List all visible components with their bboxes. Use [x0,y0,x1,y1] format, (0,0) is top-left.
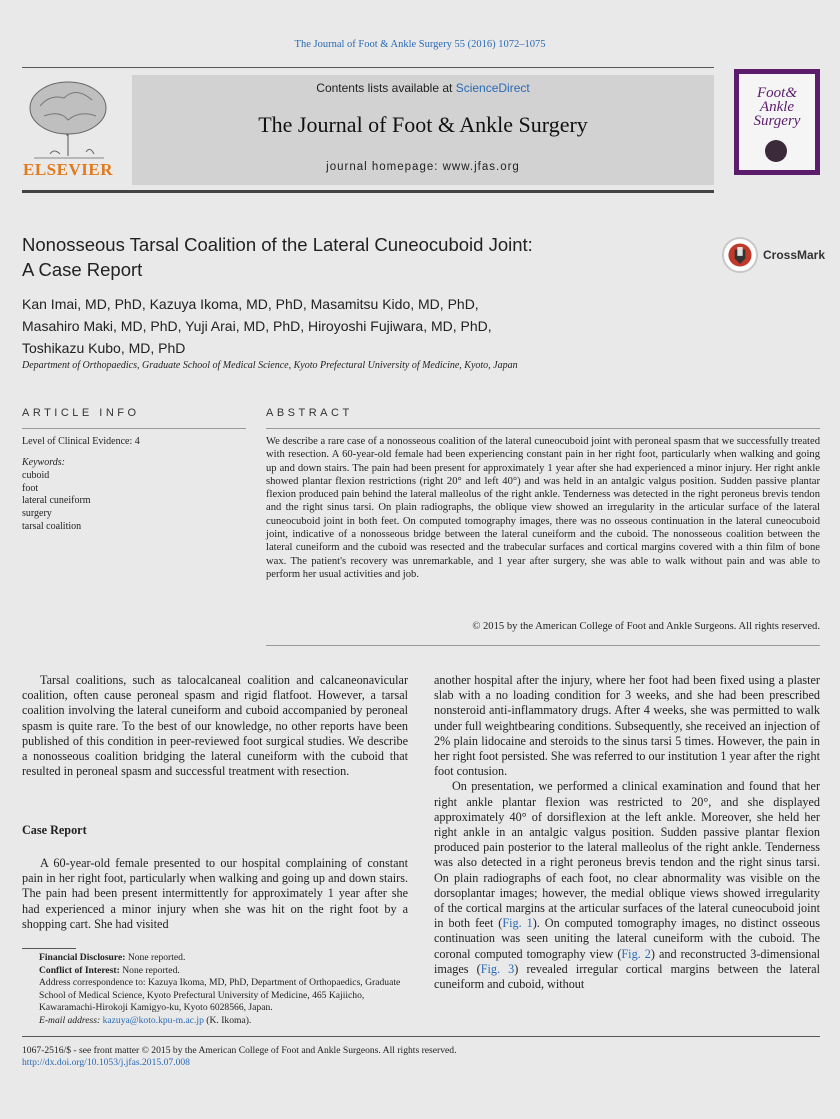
presentation-paragraph [434,779,820,992]
author-list [22,293,712,359]
cover-title: Foot& Ankle Surgery [753,85,801,129]
keyword-item: tarsal coalition [22,520,82,532]
financial-disclosure [22,952,408,965]
header-rule [22,67,714,68]
conflict-label: Conflict of Interest: [39,964,120,976]
disclosure-label: Financial Disclosure: [39,952,126,963]
footnote-rule [22,948,76,949]
affiliation: Department of Orthopaedics, Graduate School of Medical Science, Kyoto Prefectural University of Medicine, Kyoto, Japan [22,360,518,371]
journal-citation[interactable]: The Journal of Foot & Ankle Surgery 55 (2016) 1072–1075 [294,39,546,50]
evidence-level: Level of Clinical Evidence: 4 [22,436,140,447]
keyword-item: lateral cuneiform [22,495,91,507]
presentation-text: ). On computed tomography images, no distinct osseous continuation was seen uniting the lateral cuneiform with the cuboid. The coronal computed tomography view ( [434,916,820,961]
fig2-link[interactable]: Fig. 2 [621,946,651,961]
presentation-text: ) revealed irregular cortical margins between the lateral cuneiform and cuboid, without [434,961,820,992]
email-suffix: (K. Ikoma). [203,1014,252,1026]
right-column [434,673,820,992]
title-line: Nonosseous Tarsal Coalition of the Lateral Cuneocuboid Joint: [22,234,533,255]
abstract-bottom-rule [266,645,820,646]
author-line: Toshikazu Kubo, MD, PhD [22,340,186,356]
correspondence-address: Address correspondence to: Kazuya Ikoma, MD, PhD, Department of Orthopaedics, Graduate School of Medical Science, Kyoto Prefectural University of Medicine, 465 Kajiicho, Kawaramachi-Hirokoji Kamigyo-ku, Kyoto 6028566, Japan. [39,977,401,1013]
email-label: E-mail address: [39,1014,101,1026]
case-report-heading: Case Report [22,823,87,837]
case-paragraph [22,856,408,932]
presentation-text: ) and reconstructed 3-dimensional images ( [434,946,821,976]
crossmark-icon [722,237,758,273]
crossmark-label: CrossMark [763,248,826,262]
author-line: Masahiro Maki, MD, PhD, Yuji Arai, MD, PhD, Hiroyoshi Fujiwara, MD, PhD, [22,318,492,334]
abstract-rule [266,428,820,429]
email-line [22,1015,408,1028]
disclosure-text: None reported. [125,952,186,963]
contents-prefix: Contents lists available at [316,81,456,95]
contents-line [132,81,714,95]
cover-emblem [765,140,787,162]
keyword-item: surgery [22,508,52,520]
keywords-block [22,457,91,534]
email-link[interactable]: kazuya@koto.kpu-m.ac.jp [102,1014,204,1026]
journal-cover-image [734,69,820,175]
abstract-heading: ABSTRACT [266,407,353,419]
history-paragraph: another hospital after the injury, where her foot had been fixed using a plaster slab with a no loading condition for 3 weeks, and she had been prescribed nonsteroid anti-inflammatory drugs. After 4 weeks, she was permitted to walk under full weightbearing conditions. Subsequently, she received an injection of 2% plain lidocaine and steroids to the sinus tarsi 5 times. However, the pain in her right foot persisted. She was referred to our institution 1 year after the right foot contusion. [434,673,820,779]
keyword-item: cuboid [22,469,50,481]
abstract-copyright: © 2015 by the American College of Foot and Ankle Surgeons. All rights reserved. [472,621,820,632]
elsevier-wordmark: ELSEVIER [23,160,113,179]
conflict-of-interest [22,965,408,978]
footnotes [22,952,408,1027]
keyword-item: foot [22,482,39,494]
fig1-link[interactable]: Fig. 1 [502,916,533,931]
fig3-link[interactable]: Fig. 3 [480,961,515,976]
journal-homepage[interactable]: journal homepage: www.jfas.org [326,161,520,173]
author-line: Kan Imai, MD, PhD, Kazuya Ikoma, MD, PhD, Masamitsu Kido, MD, PhD, [22,296,479,312]
masthead-rule [22,190,714,193]
intro-text: Tarsal coalitions, such as talocalcaneal coalition and calcaneonavicular coalition, often cause peroneal spasm and rigid flatfoot. However, a tarsal coalition involving the lateral cuneiform and cuboid accompanied by peroneal spasm is quite rare. To the best of our knowledge, no other reports have been published of this condition in peer-reviewed foot surgical studies. We describe a nonosseous coalition bridging the lateral cuneiform with the cuboid that resulted in peroneal spasm and successful treatment with resection. [22,673,408,779]
journal-title: The Journal of Foot & Ankle Surgery [258,112,588,137]
title-line: A Case Report [22,259,143,280]
case-text: A 60-year-old female presented to our hospital complaining of constant pain in her right foot, particularly when walking and going up and down stairs. The pain had been present intermittently for approximately 1 year after she had experienced a minor injury when she was hit on the right foot by a shopping cart. She had visited [22,856,408,931]
article-info-heading: ARTICLE INFO [22,407,140,419]
issn-line: 1067-2516/$ - see front matter © 2015 by the American College of Foot and Ankle Surgeons. All rights reserved. [22,1045,457,1056]
article-title [22,232,712,282]
doi-link[interactable]: http://dx.doi.org/10.1053/j.jfas.2015.07.008 [22,1057,190,1068]
keywords-label: Keywords: [22,457,65,468]
presentation-text: On presentation, we performed a clinical examination and found that her right ankle plantar flexion was restricted to 20°, and she displayed approximately 40° of dorsiflexion at the left ankle. Moreover, she held her right ankle in an antalgic valgus position. Sudden passive plantar flexion produced pain posterior to the lateral malleolus of the right ankle. Tenderness was also detected in a right peroneus brevis tendon and the right sinus tarsi. On plain radiographs of each foot, no clear abnormality was visible on the dorsoplantar images; however, the medial oblique views showed irregularity of the cortical margins at the articular surfaces of the lateral cuneocuboid joint in both feet ( [434,779,820,931]
conflict-text: None reported. [119,964,180,976]
footer-rule [22,1036,820,1037]
abstract-body: We describe a rare case of a nonosseous coalition of the lateral cuneocuboid joint with peroneal spasm that we successfully treated with resection. A 60-year-old female had been experiencing constant pain in her right foot, particularly when walking and going up and down stairs. The pain had been present for approximately 1 year after she had experienced a minor injury. Her right ankle showed plantar flexion restrictions (right 20° and left 40°) and was held in an antalgic valgus position. Sudden passive plantar flexion produced pain behind the lateral malleolus of the right ankle. Tenderness was detected in the right peroneus brevis tendon and the right sinus tarsi. On plain radiographs, the oblique view showed an irregularity in the articular surface of the lateral cuneocuboid joint in both feet. On computed tomography images, there was no osseous continuation in the lateral cuneocuboid joint, indicative of a nonosseous bridge between the lateral cuneiform and the cuboid. The nonosseous coalition between the lateral cuneiform and the cuboid was resected and the trabecular surfaces and cortical margins covered with a thin film of bone wax. The patient's recovery was unremarkable, and 1 year after surgery, she was able to walk without pain and was able to perform her usual activities and job. [266,436,820,580]
intro-paragraph [22,673,408,779]
article-info-rule [22,428,246,429]
journal-masthead [132,75,714,185]
sciencedirect-link[interactable]: ScienceDirect [455,81,530,95]
